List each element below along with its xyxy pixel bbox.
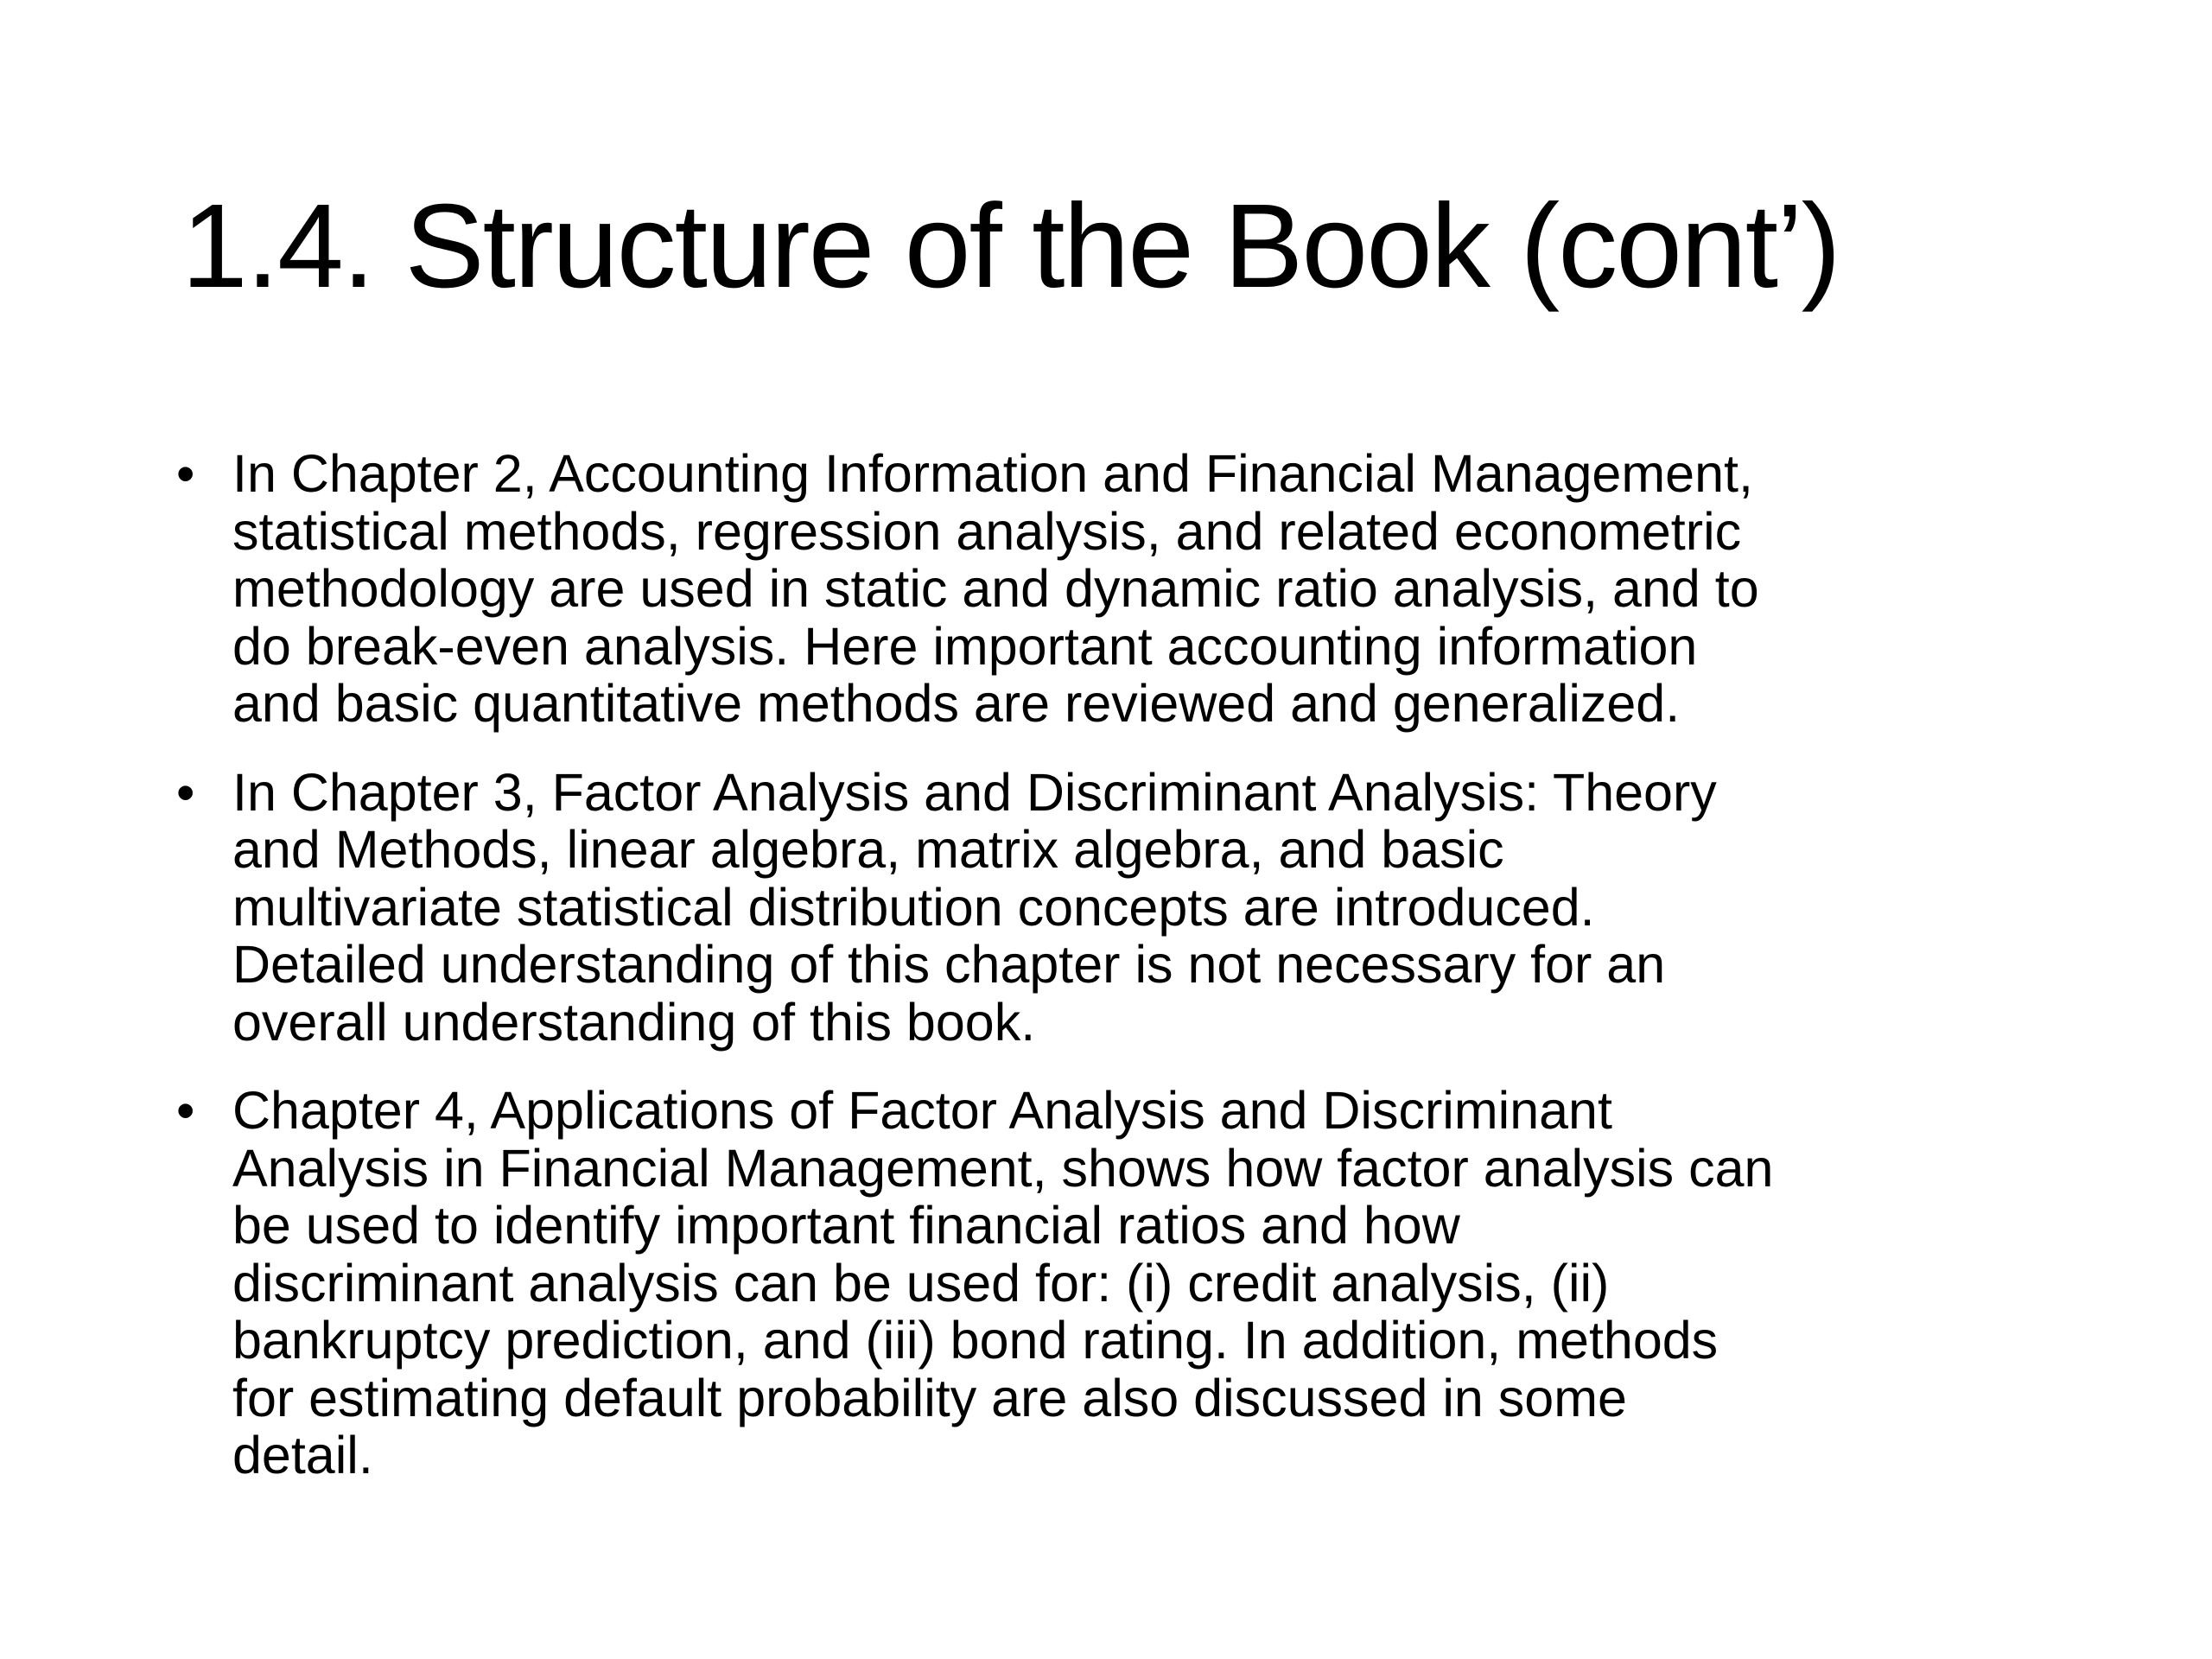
bullet-text-line: and basic quantitative methods are reviewed and generalized. (232, 674, 1681, 733)
bullet-text-line: overall understanding of this book. (232, 992, 1036, 1052)
bullet-text-line: In Chapter 2, Accounting Information and Financial Management, (232, 444, 1753, 503)
bullet-item-chapter-2 (173, 445, 2039, 733)
bullet-text-line: for estimating default probability are also discussed in some (232, 1368, 1627, 1427)
bullet-text-line: detail. (232, 1426, 373, 1484)
bullet-text-line: be used to identify important financial ratios and how (232, 1196, 1460, 1255)
bullet-text-line: Detailed understanding of this chapter is not necessary for an (232, 935, 1666, 994)
bullet-text-line: discriminant analysis can be used for: (i) credit analysis, (ii) (232, 1253, 1610, 1313)
bullet-list (173, 445, 2039, 1484)
bullet-text-line: methodology are used in static and dynamic ratio analysis, and to (232, 559, 1759, 618)
bullet-text-line: and Methods, linear algebra, matrix algebra, and basic (232, 820, 1504, 879)
bullet-dot-icon: • (176, 762, 195, 822)
bullet-dot-icon: • (176, 1081, 195, 1140)
bullet-item-chapter-4 (173, 1082, 2039, 1484)
bullet-text-line: In Chapter 3, Factor Analysis and Discriminant Analysis: Theory (232, 762, 1717, 822)
bullet-text-line: bankruptcy prediction, and (iii) bond rating. In addition, methods (232, 1311, 1719, 1370)
bullet-text-line: multivariate statistical distribution concepts are introduced. (232, 877, 1595, 937)
bullet-dot-icon: • (176, 444, 195, 503)
slide-title: 1.4. Structure of the Book (cont’) (181, 180, 1840, 313)
bullet-item-chapter-3 (173, 764, 2039, 1052)
bullet-text-line: Analysis in Financial Management, shows how factor analysis can (232, 1138, 1774, 1198)
bullet-text-line: Chapter 4, Applications of Factor Analysis and Discriminant (232, 1081, 1612, 1140)
bullet-text-line: statistical methods, regression analysis, and related econometric (232, 501, 1742, 561)
bullet-text-line: do break-even analysis. Here important accounting information (232, 616, 1698, 676)
